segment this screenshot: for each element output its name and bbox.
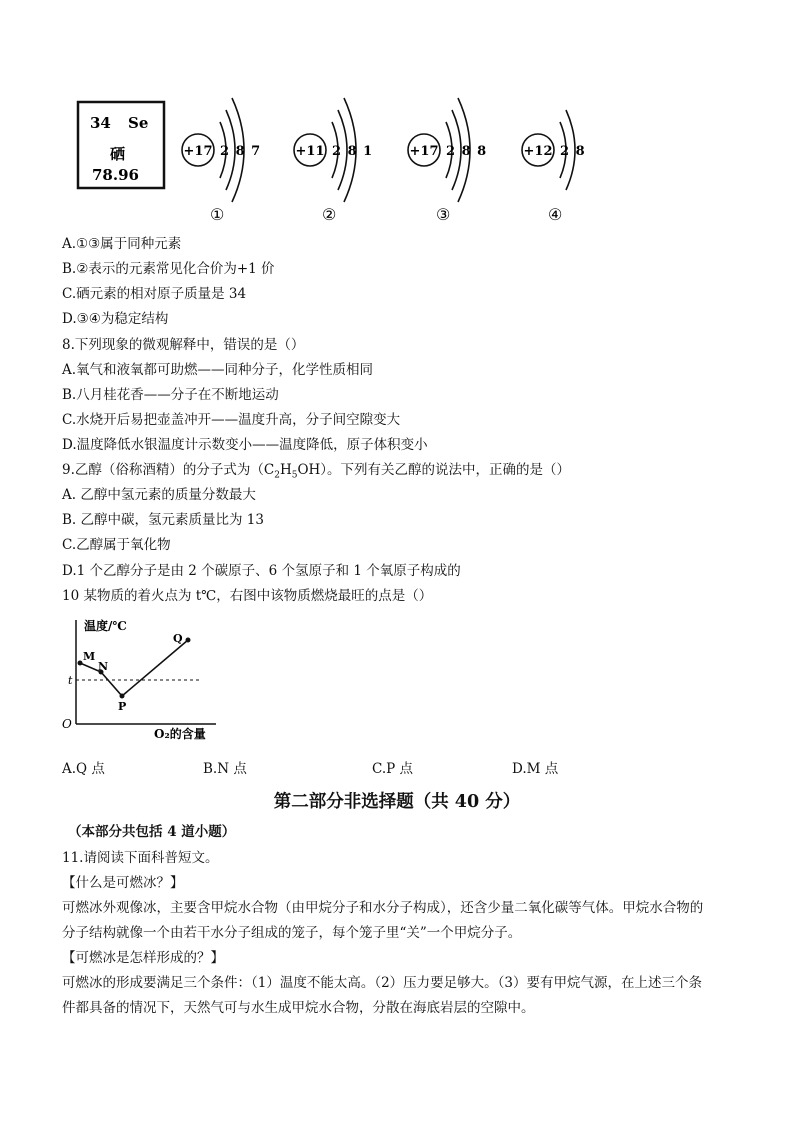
part2-title: 第二部分非选择题（共 40 分） [273,792,521,812]
paragraph-2-line-2: 件都具备的情况下，天然气可与水生成甲烷水合物，分散在海底岩层的空隙中。 [62,1000,535,1016]
heading-what-is: 【什么是可燃冰？】 [62,875,184,891]
temperature-curve [80,640,188,696]
label-4: ④ [548,205,563,224]
paragraph-2-line-1: 可燃冰的形成要满足三个条件：（1）温度不能太高。（2）压力要足够大。（3）要有甲烷气源，在上述三个条 [62,975,703,991]
element-symbol: Se [128,114,149,132]
paragraph-1-line-1: 可燃冰外观像冰，主要含甲烷水合物（由甲烷分子和水分子构成），还含少量二氧化碳等气体。甲烷水合物的 [62,900,704,916]
svg-text:2 8 1: 2 8 1 [332,144,374,159]
svg-text:+12: +12 [523,144,553,159]
q7-option-b: B.②表示的元素常见化合价为+1 价 [62,261,275,277]
q8-option-d: D.温度降低水银温度计示数变小——温度降低，原子体积变小 [62,437,428,453]
heading-how-formed: 【可燃冰是怎样形成的？】 [62,950,224,966]
label-2: ② [322,205,337,224]
svg-text:2 8 7: 2 8 7 [220,144,262,159]
q10-option-b: B.N 点 [203,761,247,777]
svg-text:2 8 8: 2 8 8 [446,144,488,159]
q8-option-c: C.水烧开后易把壶盖冲开——温度升高，分子间空隙变大 [62,412,401,428]
point-q [186,638,191,643]
atom-diagram-4 [522,110,586,224]
q10-option-c: C.P 点 [372,761,414,777]
point-p [120,694,125,699]
paragraph-1-line-2: 分子结构就像一个由若干水分子组成的笼子，每个笼子里“关”一个甲烷分子。 [62,925,522,941]
q9-option-d: D.1 个乙醇分子是由 2 个碳原子、6 个氢原子和 1 个氧原子构成的 [62,563,461,579]
part2-note: （本部分共包括 4 道小题） [68,824,236,840]
svg-text:Q: Q [173,632,183,645]
q8-option-b: B.八月桂花香——分子在不断地运动 [62,387,279,403]
q8-stem: 8.下列现象的微观解释中，错误的是（） [62,337,305,353]
svg-text:2 8: 2 8 [560,144,586,159]
atomic-mass: 78.96 [92,166,139,184]
q9-option-a: A. 乙醇中氢元素的质量分数最大 [62,487,256,503]
q10-option-a: A.Q 点 [62,761,105,777]
atom-diagram-2 [294,98,373,224]
svg-text:+17: +17 [409,144,439,159]
q7-option-c: C.硒元素的相对原子质量是 34 [62,286,247,302]
svg-text:+11: +11 [295,144,325,159]
y-axis-label: 温度/℃ [84,619,127,633]
svg-text:N: N [98,660,109,673]
q11-stem: 11.请阅读下面科普短文。 [62,850,219,866]
q10-option-d: D.M 点 [512,761,559,777]
atom-diagram-1 [182,98,261,224]
svg-text:+17: +17 [183,144,213,159]
x-axis-label: O₂的含量 [154,727,206,741]
svg-text:M: M [83,650,96,663]
point-m [78,661,83,666]
q9-option-c: C.乙醇属于氧化物 [62,537,171,553]
q10-stem: 10 某物质的着火点为 t℃，右图中该物质燃烧最旺的点是（） [62,588,433,604]
atomic-number: 34 [90,114,111,132]
origin-label: O [62,717,72,731]
q7-option-d: D.③④为稳定结构 [62,311,169,327]
svg-text:P: P [118,700,127,713]
t-label: t [68,674,73,687]
atom-diagram-3 [408,98,487,224]
atom-diagrams [170,92,610,227]
q7-option-a: A.①③属于同种元素 [62,236,182,252]
label-1: ① [210,205,225,224]
q9-option-b: B. 乙醇中碳，氢元素质量比为 13 [62,512,264,528]
label-3: ③ [436,205,451,224]
q9-stem: 9.乙醇（俗称酒精）的分子式为$(C_2H_5OH)$。下列有关乙醇的说法中，正确的是（） [62,462,571,481]
element-card [76,100,168,192]
temperature-oxygen-graph [58,614,228,744]
q8-option-a: A.氧气和液氧都可助燃——同种分子，化学性质相同 [62,362,374,378]
element-name: 硒 [110,145,126,163]
